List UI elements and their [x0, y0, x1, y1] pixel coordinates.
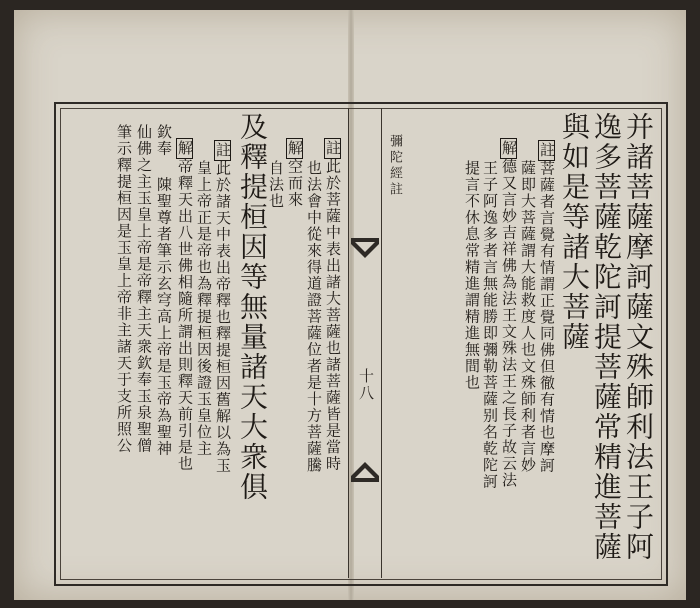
zhu-label: 註 — [538, 142, 556, 159]
zhu-text-1: 菩薩者言覺有情謂正覺同佛但徹有情也摩訶 — [538, 160, 556, 474]
left-zhu-text-1: 此於菩薩中表出諸大菩薩也諸菩薩皆是當時 — [324, 158, 342, 472]
text-frame — [54, 102, 668, 586]
left-commentary-jie2-3: 仙佛之主玉皇上帝是帝釋主天衆欽奉玉泉聖僧 — [135, 124, 153, 454]
zhu2-text-1: 此於諸天中表出帝釋也釋提桓因舊解以為玉 — [214, 160, 232, 474]
left-commentary-jie-1 — [286, 138, 303, 208]
sutra-title: 彌陀經註 — [387, 134, 402, 198]
left-commentary-jie2-1 — [176, 138, 193, 472]
right-commentary-zhu-1 — [538, 140, 555, 474]
right-commentary-jie-1 — [500, 138, 517, 489]
left-commentary-zhu-2: 也法會中從來得道證菩薩位者是十方菩薩騰 — [305, 160, 323, 474]
main-line-3: 與如是等諸大菩薩 — [558, 112, 591, 352]
main-line-1: 并諸菩薩摩訶薩文殊師利法王子阿 — [622, 112, 655, 562]
jie2-label: 解 — [176, 140, 194, 157]
jie-label-left: 解 — [286, 140, 304, 157]
main-line-2: 逸多菩薩乾陀訶提菩薩常精進菩薩 — [590, 112, 623, 562]
right-commentary-jie-2: 王子阿逸多者言無能勝即彌勒菩薩别名乾陀訶 — [481, 160, 499, 490]
jie2-text-1: 帝釋天出八世佛相隨所謂出則釋天前引是也 — [176, 158, 194, 472]
right-commentary-zhu-2: 薩即大菩薩謂大能救度人也文殊師利者言妙 — [519, 160, 537, 474]
jie-label: 解 — [500, 140, 518, 157]
jie-text-1: 德又言妙吉祥佛為法王文殊法王之長子故云法 — [500, 158, 518, 489]
left-commentary-zhu2-1 — [214, 140, 231, 474]
fish-tail-bottom-icon — [351, 458, 379, 482]
fish-tail-top-icon — [351, 238, 379, 262]
right-commentary-jie-3: 提言不休息常精進謂精進無間也 — [463, 160, 481, 391]
center-band — [348, 108, 382, 578]
left-jie-text-1: 空而來 — [286, 158, 304, 208]
main-line-4: 及釋提桓因等無量諸天大衆俱 — [236, 112, 269, 502]
left-commentary-jie-2: 自法也 — [267, 160, 285, 210]
left-commentary-jie2-2: 欽奉 陳聖尊者筆示玄穹高上帝是玉帝為聖神 — [155, 124, 173, 457]
zhu-label-left: 註 — [324, 140, 342, 157]
folio-number: 十八 — [357, 368, 375, 402]
left-commentary-jie2-4: 筆示釋提桓因是玉皇上帝非主諸天于支所照公 — [115, 124, 133, 454]
zhu2-label: 註 — [214, 142, 232, 159]
left-commentary-zhu-1 — [324, 138, 341, 472]
book-spread — [14, 10, 686, 600]
left-commentary-zhu2-2: 皇上帝正是帝也為釋提桓因後證玉皇位主 — [195, 160, 213, 457]
